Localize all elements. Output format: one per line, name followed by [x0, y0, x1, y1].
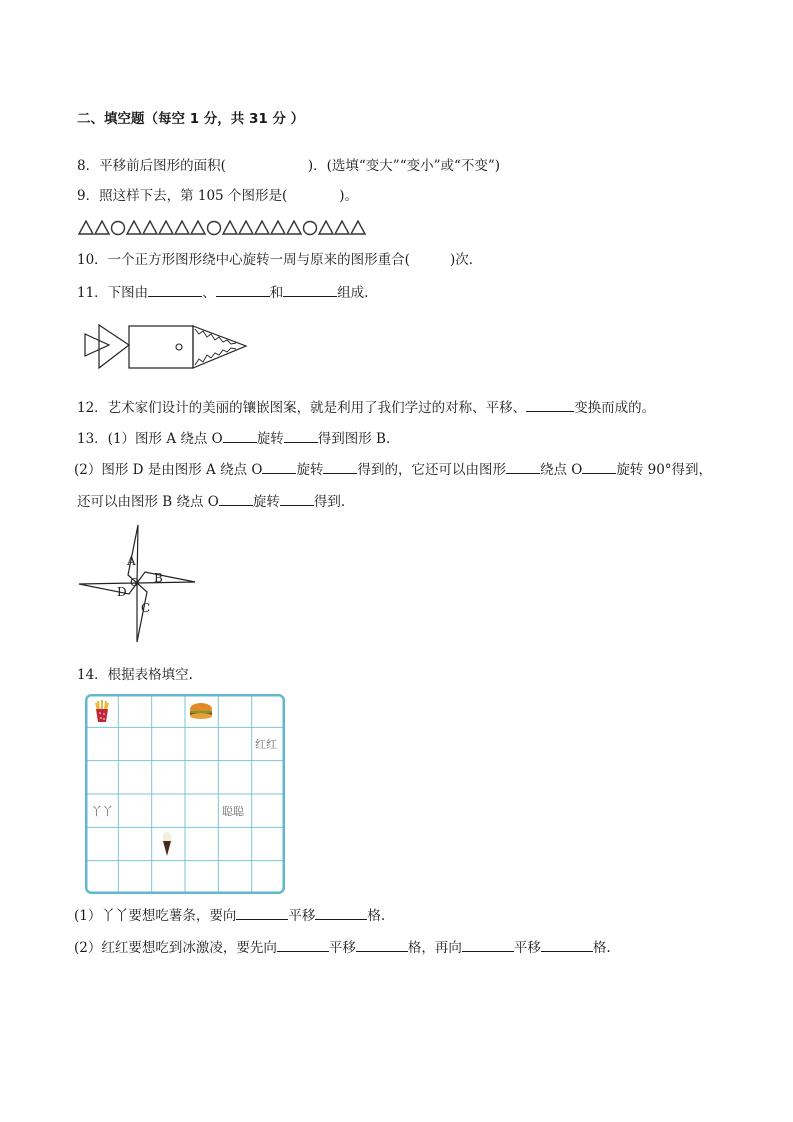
pinwheel-figure	[75, 520, 205, 650]
fish-upper-teeth	[195, 329, 236, 344]
pattern-triangle	[351, 221, 365, 234]
q13-2-blank-2[interactable]	[323, 459, 357, 474]
q9-text: 9．照这样下去，第 105 个图形是(	[77, 188, 288, 204]
q14-1-blank-1[interactable]	[236, 905, 288, 920]
q12-text-2: 变换而成的。	[574, 400, 656, 416]
q11-blank-2[interactable]	[216, 282, 270, 297]
question-13-part-1	[77, 428, 390, 448]
label-a: A	[127, 554, 136, 568]
q13-3-text-3: 得到.	[313, 494, 346, 510]
grid-lines	[85, 694, 285, 894]
shape-d	[79, 583, 137, 594]
q13-3-text-2: 旋转	[252, 494, 280, 510]
q14-1-text-2: 平移	[288, 908, 316, 924]
q11-text-4: 组成.	[337, 285, 369, 301]
pattern-triangle	[255, 221, 269, 234]
q13-1-text-2: 旋转	[256, 431, 284, 447]
q14-2-text-1: (2）红红要想吃到冰激凌，要先向	[74, 940, 277, 956]
fish-body-rectangle	[129, 326, 193, 368]
pattern-circle	[304, 222, 317, 235]
pattern-triangle	[223, 221, 237, 234]
grid-label-yaya: 丫丫	[91, 805, 113, 818]
question-10	[77, 251, 482, 269]
q13-2-blank-3[interactable]	[506, 459, 540, 474]
question-14-part-1	[74, 905, 385, 925]
q13-3-blank-1[interactable]	[219, 491, 253, 506]
pattern-triangle	[95, 221, 109, 234]
q8-text: 8．平移前后图形的面积(	[77, 158, 226, 174]
q13-2-text-1: (2）图形 D 是由图形 A 绕点 O	[74, 462, 263, 478]
q14-2-blank-3[interactable]	[462, 937, 514, 952]
q10-text: 10．一个正方形图形绕中心旋转一周与原来的图形重合(	[77, 252, 410, 268]
question-14-title: 14．根据表格填空.	[77, 667, 193, 683]
grid-label-congcong: 聪聪	[222, 805, 244, 818]
q8-text-after: )．(选填“变大”“变小”或“不变”)	[307, 158, 501, 174]
q13-2-text-2: 旋转	[296, 462, 324, 478]
q13-3-blank-2[interactable]	[280, 491, 314, 506]
question-11	[77, 282, 368, 302]
label-c: C	[141, 601, 151, 615]
q11-text-1: 11．下图由	[77, 285, 149, 301]
pattern-circle	[112, 222, 125, 235]
q12-blank[interactable]	[526, 397, 574, 412]
shape-b	[137, 572, 195, 583]
fish-eye-circle	[176, 344, 182, 350]
fish-figure	[82, 322, 252, 372]
q11-text-3: 和	[269, 285, 284, 301]
pattern-triangle	[79, 221, 93, 234]
q14-2-text-5: 格.	[592, 940, 611, 956]
q14-1-blank-2[interactable]	[315, 905, 367, 920]
fries-icon	[93, 699, 111, 723]
pattern-triangle	[175, 221, 189, 234]
q13-3-text-1: 还可以由图形 B 绕点 O	[77, 494, 219, 510]
pattern-triangle	[191, 221, 205, 234]
q13-1-text-3: 得到图形 B.	[317, 431, 391, 447]
fish-lower-teeth	[195, 348, 236, 365]
ice-cream-icon	[161, 831, 173, 857]
q13-1-blank-1[interactable]	[223, 428, 257, 443]
pattern-triangle	[271, 221, 285, 234]
pattern-triangle	[127, 221, 141, 234]
fish-small-triangle	[85, 334, 109, 356]
fish-large-triangle	[99, 325, 129, 368]
question-8	[77, 157, 500, 175]
q13-1-blank-2[interactable]	[284, 428, 318, 443]
label-b: B	[154, 571, 163, 585]
q13-2-blank-4[interactable]	[582, 459, 616, 474]
pattern-triangle	[319, 221, 333, 234]
position-grid	[85, 694, 285, 894]
pattern-triangle	[143, 221, 157, 234]
question-12	[77, 397, 655, 417]
q14-2-text-4: 平移	[513, 940, 541, 956]
q14-2-text-2: 平移	[328, 940, 356, 956]
q13-1-text-1: 13．(1）图形 A 绕点 O	[77, 431, 223, 447]
question-13-part-2	[74, 459, 712, 479]
q14-2-blank-1[interactable]	[277, 937, 329, 952]
q13-2-blank-1[interactable]	[262, 459, 296, 474]
q11-text-2: 、	[202, 285, 216, 301]
q13-2-text-3: 得到的，它还可以由图形	[357, 462, 506, 478]
question-9	[77, 187, 358, 205]
burger-icon	[189, 702, 213, 720]
q10-text-after: )次．	[449, 252, 483, 268]
q13-2-text-5: 旋转 90°得到，	[616, 462, 713, 478]
q14-2-blank-2[interactable]	[356, 937, 408, 952]
q13-2-text-4: 绕点 O	[539, 462, 583, 478]
pattern-circle	[208, 222, 221, 235]
grid-label-honghong: 红红	[255, 738, 277, 751]
label-d: D	[117, 585, 127, 599]
q14-1-text-3: 格.	[367, 908, 386, 924]
q11-blank-1[interactable]	[148, 282, 202, 297]
section-title: 二、填空题（每空 1 分，共 31 分 ）	[77, 111, 305, 127]
label-o: O	[130, 576, 140, 589]
question-13-part-3	[77, 491, 345, 511]
pattern-triangle	[287, 221, 301, 234]
q12-text-1: 12．艺术家们设计的美丽的镶嵌图案，就是利用了我们学过的对称、平移、	[77, 400, 527, 416]
q9-text-after: )。	[339, 188, 358, 204]
q14-2-blank-4[interactable]	[541, 937, 593, 952]
shape-pattern	[78, 218, 368, 238]
pattern-triangle	[159, 221, 173, 234]
pattern-triangle	[239, 221, 253, 234]
q11-blank-3[interactable]	[283, 282, 337, 297]
pattern-triangle	[335, 221, 349, 234]
q14-1-text-1: (1）丫丫要想吃薯条，要向	[74, 908, 237, 924]
question-14-part-2	[74, 937, 611, 957]
q14-2-text-3: 格，再向	[407, 940, 462, 956]
